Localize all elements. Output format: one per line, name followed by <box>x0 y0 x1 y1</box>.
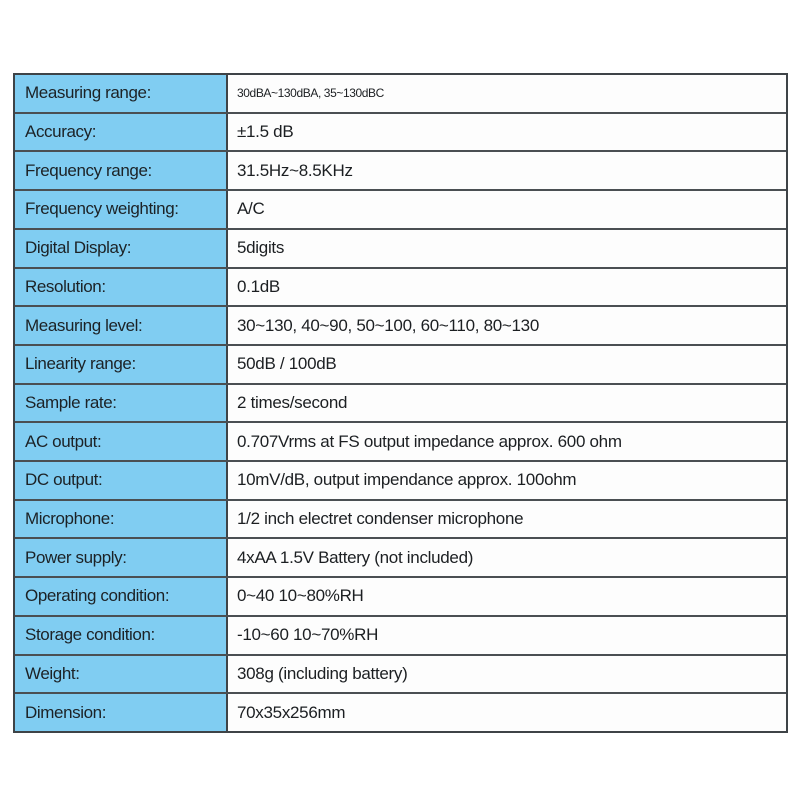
spec-label: Dimension: <box>15 694 228 731</box>
spec-row-resolution <box>15 267 786 306</box>
spec-row-ac-output <box>15 421 786 460</box>
spec-label: Frequency range: <box>15 152 228 189</box>
spec-label: Power supply: <box>15 539 228 576</box>
spec-label: DC output: <box>15 462 228 499</box>
spec-value: 50dB / 100dB <box>228 346 786 383</box>
spec-row-accuracy <box>15 112 786 151</box>
spec-row-measuring-range <box>15 75 786 112</box>
spec-row-power-supply <box>15 537 786 576</box>
spec-value: 30dBA~130dBA, 35~130dBC <box>228 75 786 112</box>
spec-value: 2 times/second <box>228 385 786 422</box>
spec-value: 31.5Hz~8.5KHz <box>228 152 786 189</box>
spec-value: ±1.5 dB <box>228 114 786 151</box>
spec-label: Linearity range: <box>15 346 228 383</box>
spec-value: 308g (including battery) <box>228 656 786 693</box>
spec-value: 0.1dB <box>228 269 786 306</box>
spec-row-digital-display <box>15 228 786 267</box>
spec-value: 10mV/dB, output impendance approx. 100ohm <box>228 462 786 499</box>
spec-label: Frequency weighting: <box>15 191 228 228</box>
spec-label: AC output: <box>15 423 228 460</box>
spec-label: Storage condition: <box>15 617 228 654</box>
spec-value: 0.707Vrms at FS output impedance approx. 600 ohm <box>228 423 786 460</box>
spec-row-measuring-level <box>15 305 786 344</box>
spec-row-linearity-range <box>15 344 786 383</box>
spec-label: Accuracy: <box>15 114 228 151</box>
spec-label: Digital Display: <box>15 230 228 267</box>
specification-table <box>13 73 788 733</box>
spec-row-microphone <box>15 499 786 538</box>
spec-value: 0~40 10~80%RH <box>228 578 786 615</box>
spec-label: Sample rate: <box>15 385 228 422</box>
spec-row-sample-rate <box>15 383 786 422</box>
spec-value: A/C <box>228 191 786 228</box>
spec-row-frequency-range <box>15 150 786 189</box>
spec-label: Resolution: <box>15 269 228 306</box>
spec-row-weight <box>15 654 786 693</box>
spec-label: Operating condition: <box>15 578 228 615</box>
spec-label: Measuring range: <box>15 75 228 112</box>
spec-label: Weight: <box>15 656 228 693</box>
spec-value: 4xAA 1.5V Battery (not included) <box>228 539 786 576</box>
spec-value: 30~130, 40~90, 50~100, 60~110, 80~130 <box>228 307 786 344</box>
spec-label: Measuring level: <box>15 307 228 344</box>
spec-value: 70x35x256mm <box>228 694 786 731</box>
spec-row-frequency-weighting <box>15 189 786 228</box>
spec-row-operating-condition <box>15 576 786 615</box>
spec-label: Microphone: <box>15 501 228 538</box>
spec-row-dc-output <box>15 460 786 499</box>
spec-row-storage-condition <box>15 615 786 654</box>
spec-value: 1/2 inch electret condenser microphone <box>228 501 786 538</box>
spec-row-dimension <box>15 692 786 731</box>
spec-value: 5digits <box>228 230 786 267</box>
spec-value: -10~60 10~70%RH <box>228 617 786 654</box>
